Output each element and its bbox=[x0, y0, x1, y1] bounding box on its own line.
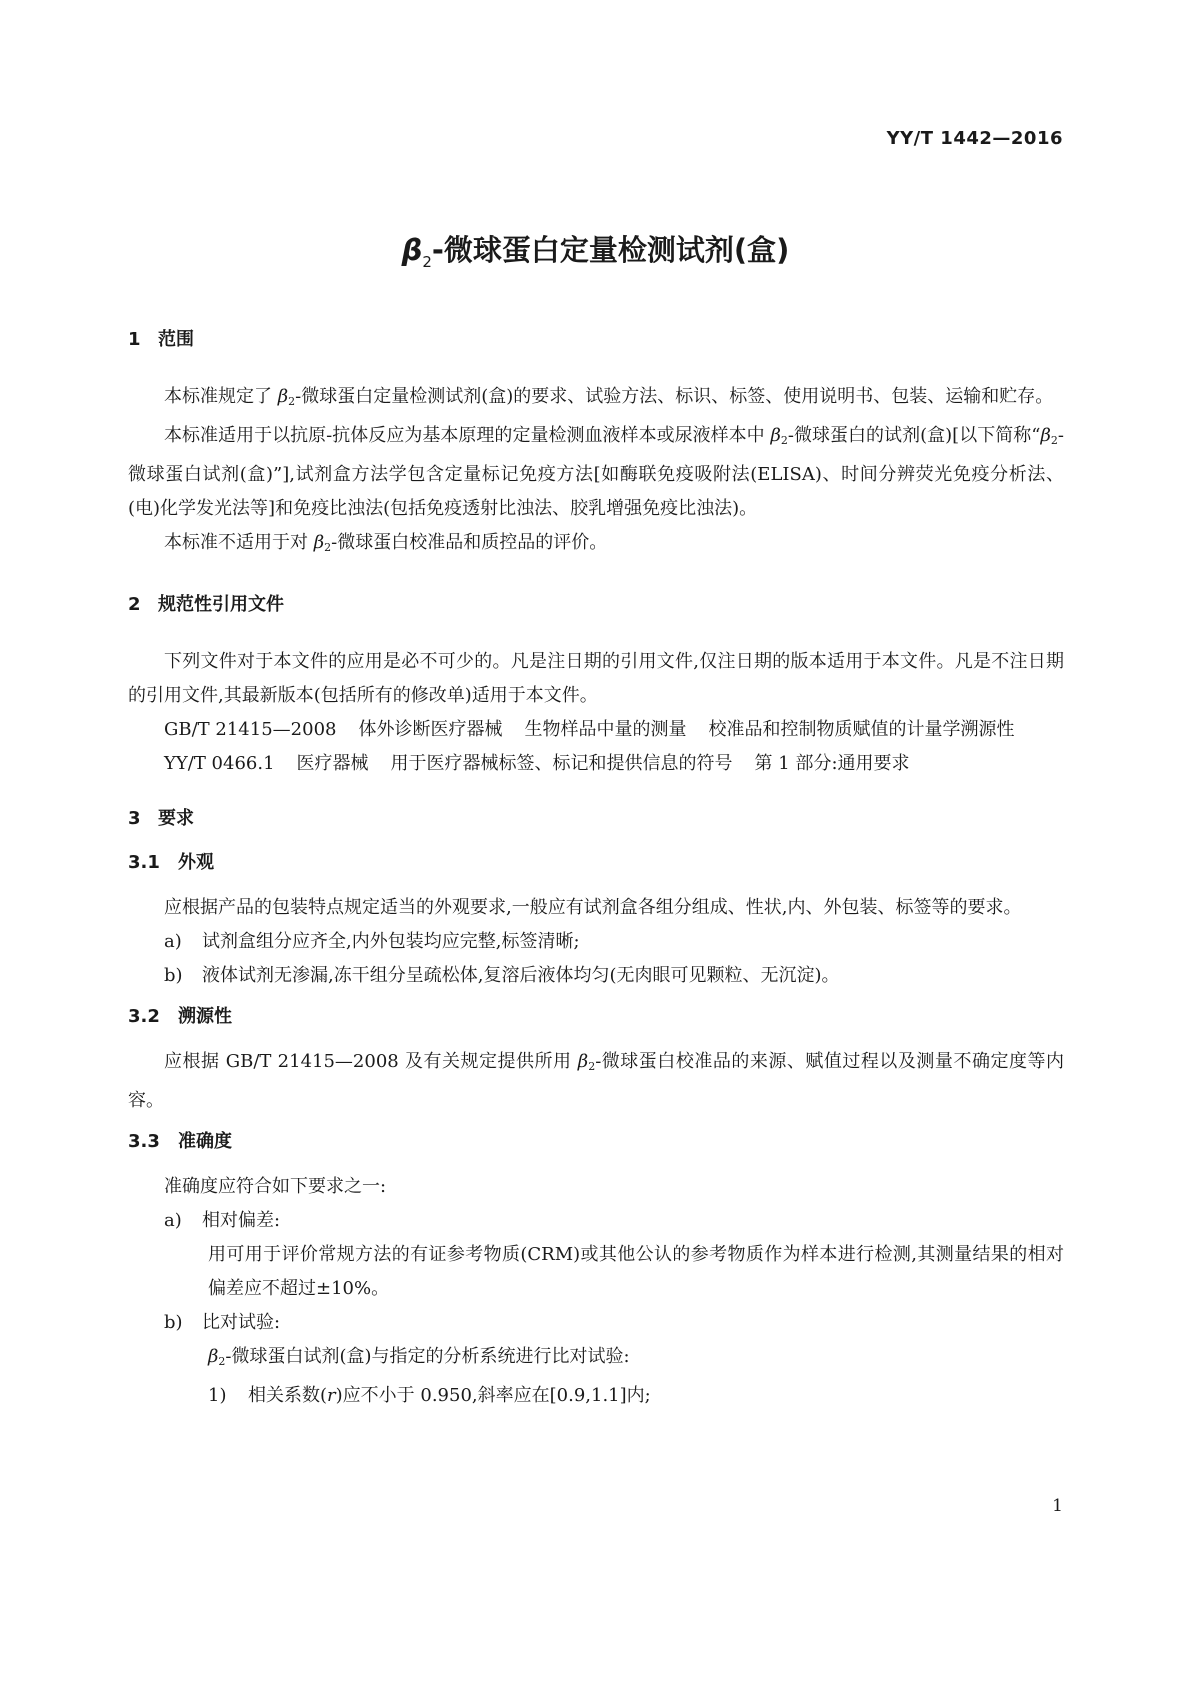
accuracy-item-b: b) 比对试验: bbox=[164, 1312, 281, 1333]
scope-paragraph-2: 本标准适用于以抗原-抗体反应为基本原理的定量检测血液样本或尿液样本中 β2-微球蛋白的试剂(盒)[以下简称“β2-微球蛋白试剂(盒)”],试剂盒方法学包含定量标记免疫方法[如酶联免疫吸附法(ELISA)、时间分辨荧光免疫分析法、(电)化学发光法等]和免疫比浊法(包括免疫透射比浊法、胶乳增强免疫比浊法)。 bbox=[128, 425, 1064, 519]
reference-1: GB/T 21415—2008 体外诊断医疗器械 生物样品中量的测量 校准品和控制物质赋值的计量学溯源性 bbox=[164, 719, 1015, 740]
section-title: 规范性引用文件 bbox=[158, 594, 284, 615]
section-3-2-heading: 3.2 溯源性 bbox=[128, 1006, 232, 1027]
section-title: 要求 bbox=[158, 808, 194, 829]
appearance-item-b: b) 液体试剂无渗漏,冻干组分呈疏松体,复溶后液体均匀(无肉眼可见颗粒、无沉淀)。 bbox=[164, 965, 840, 986]
traceability-paragraph: 应根据 GB/T 21415—2008 及有关规定提供所用 β2-微球蛋白校准品的来源、赋值过程以及测量不确定度等内容。 bbox=[128, 1051, 1064, 1111]
scope-paragraph-1: 本标准规定了 β2-微球蛋白定量检测试剂(盒)的要求、试验方法、标识、标签、使用说明书、包装、运输和贮存。 bbox=[164, 386, 1054, 408]
document-title bbox=[0, 228, 1191, 271]
accuracy-item-b-1: 1) 相关系数(r)应不小于 0.950,斜率应在[0.9,1.1]内; bbox=[208, 1385, 651, 1406]
accuracy-item-b-body: β2-微球蛋白试剂(盒)与指定的分析系统进行比对试验: bbox=[208, 1346, 630, 1368]
section-2-heading bbox=[128, 591, 1064, 619]
title-beta: β bbox=[401, 233, 423, 267]
page-number: 1 bbox=[1052, 1496, 1063, 1516]
normative-intro: 下列文件对于本文件的应用是必不可少的。凡是注日期的引用文件,仅注日期的版本适用于本文件。凡是不注日期的引用文件,其最新版本(包括所有的修改单)适用于本文件。 bbox=[128, 651, 1064, 706]
section-1-heading bbox=[128, 326, 1064, 354]
section-number: 3 bbox=[128, 808, 141, 829]
scope-paragraph-3: 本标准不适用于对 β2-微球蛋白校准品和质控品的评价。 bbox=[164, 532, 608, 554]
standard-code: YY/T 1442—2016 bbox=[886, 128, 1063, 149]
section-number: 2 bbox=[128, 594, 141, 615]
section-number: 1 bbox=[128, 329, 141, 350]
appearance-item-a: a) 试剂盒组分应齐全,内外包装均应完整,标签清晰; bbox=[164, 931, 580, 952]
appearance-paragraph: 应根据产品的包装特点规定适当的外观要求,一般应有试剂盒各组分组成、性状,内、外包装、标签等的要求。 bbox=[164, 897, 1022, 918]
reference-2: YY/T 0466.1 医疗器械 用于医疗器械标签、标记和提供信息的符号 第 1 部分:通用要求 bbox=[164, 753, 910, 774]
section-3-1-heading: 3.1 外观 bbox=[128, 852, 214, 873]
title-subscript: 2 bbox=[422, 252, 432, 271]
accuracy-item-a: a) 相对偏差: bbox=[164, 1210, 281, 1231]
title-text: -微球蛋白定量检测试剂(盒) bbox=[431, 233, 790, 267]
section-title: 范围 bbox=[158, 329, 194, 350]
section-3-3-heading: 3.3 准确度 bbox=[128, 1131, 232, 1152]
document-body bbox=[128, 326, 1064, 1413]
accuracy-item-a-body: 用可用于评价常规方法的有证参考物质(CRM)或其他公认的参考物质作为样本进行检测,其测量结果的相对偏差应不超过±10%。 bbox=[208, 1244, 1064, 1299]
section-3-heading bbox=[128, 805, 1064, 833]
accuracy-intro: 准确度应符合如下要求之一: bbox=[164, 1176, 387, 1197]
